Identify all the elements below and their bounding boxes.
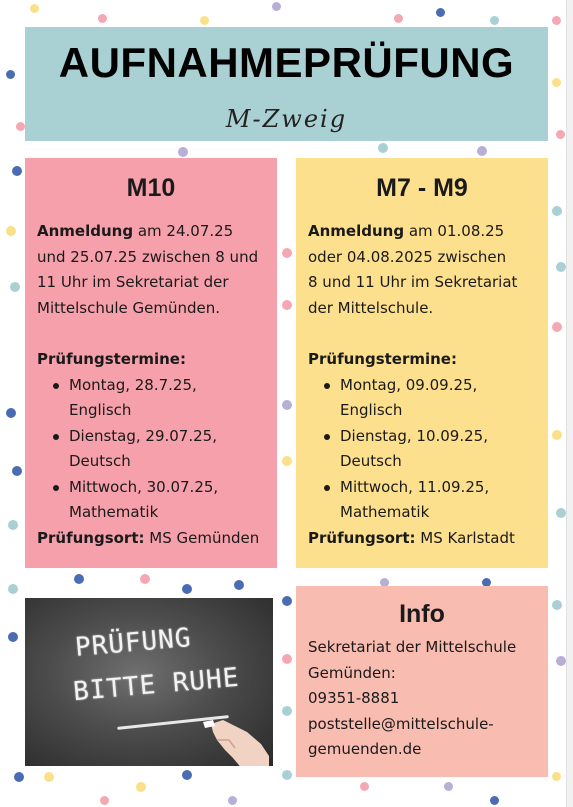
registration-line-1 [308,219,536,245]
exam-item [308,373,536,424]
info-body [308,635,536,763]
info-line: Gemünden: [308,663,396,682]
registration-label: Anmeldung [37,222,134,240]
exam-item [308,424,536,475]
decor-dot [8,584,18,594]
decor-dot [282,654,292,664]
exam-list [308,373,536,526]
exam-item [37,475,265,526]
decor-dot [234,580,244,590]
location-value: MS Karlstadt [415,528,515,547]
card-body [37,219,265,551]
registration-line-3: 8 und 11 Uhr im Sekretariat [308,273,518,291]
exam-date: Montag, 09.09.25, [340,375,478,394]
location-line [37,526,265,552]
page-edge [566,0,573,807]
info-title: Info [399,600,445,628]
decor-dot [477,146,487,156]
decor-dot [490,796,499,805]
exams-label: Prüfungstermine: [308,350,457,368]
exams-heading [37,347,265,373]
decor-dot [136,782,146,792]
card-title: M10 [126,174,176,202]
page-subtitle: M-Zweig [225,105,348,133]
spacer [37,321,265,347]
decor-dot [200,16,209,25]
decor-dot [6,70,15,79]
decor-dot [556,130,565,139]
decor-dot [282,248,292,258]
page-title: AUFNAHMEPRÜFUNG [58,39,515,86]
exam-subject: Deutsch [69,452,131,470]
decor-dot [140,574,150,584]
exam-item [37,424,265,475]
decor-dot [556,508,566,518]
exam-date: Montag, 28.7.25, [69,375,197,394]
decor-dot [12,166,22,176]
location-label: Prüfungsort: [308,528,416,547]
decor-dot [552,206,562,216]
decor-dot [556,262,566,272]
decor-dot [100,796,109,805]
header-banner [25,27,548,141]
decor-dot [282,596,292,606]
decor-dot [552,430,562,440]
location-value: MS Gemünden [144,528,260,547]
card-m10 [25,158,277,568]
registration-line-4: der Mittelschule. [308,298,434,317]
decor-dot [98,14,107,23]
chalkboard-photo [25,598,273,766]
card-title: M7 - M9 [376,174,468,202]
exam-list [37,373,265,526]
registration-text: am 24.07.25 [133,222,234,240]
decor-dot [556,656,566,666]
card-body [308,219,536,551]
decor-dot [6,226,16,236]
decor-dot [552,600,562,610]
exam-item [308,475,536,526]
location-line [308,526,536,552]
decor-dot [282,706,292,716]
registration-line-2: und 25.07.25 zwischen 8 und [37,247,259,266]
decor-dot [30,4,39,13]
decor-dot [552,772,561,781]
info-box [296,586,548,777]
decor-dot [6,408,16,418]
exams-heading [308,347,536,373]
decor-dot [552,78,561,87]
decor-dot [8,632,18,642]
decor-dot [272,2,281,11]
exam-date: Dienstag, 29.07.25, [69,426,217,445]
exam-date: Mittwoch, 11.09.25, [340,477,490,496]
chalk-text-line-1: PRÜFUNG [73,622,193,664]
decor-dot [10,282,20,292]
exam-subject: Mathematik [69,503,159,521]
location-label: Prüfungsort: [37,528,145,547]
exam-item [37,373,265,424]
registration-line-3: 11 Uhr im Sekretariat der [37,273,229,291]
exam-subject: Deutsch [340,452,402,470]
decor-dot [178,147,188,157]
decor-dot [552,16,561,25]
exam-subject: Englisch [69,401,132,419]
decor-dot [360,782,369,791]
decor-dot [490,16,499,25]
decor-dot [282,400,292,410]
decor-dot [444,782,453,791]
decor-dot [552,322,562,332]
registration-label: Anmeldung [308,222,405,240]
card-m7-m9 [296,158,548,568]
decor-dot [44,772,54,782]
decor-dot [282,456,292,466]
decor-dot [228,796,237,805]
decor-dot [394,14,403,23]
hand-with-chalk-icon [203,710,269,766]
exams-label: Prüfungstermine: [37,350,186,368]
info-phone: 09351-8881 [308,689,400,707]
decor-dot [182,770,192,780]
decor-dot [16,122,25,131]
decor-dot [8,520,18,530]
registration-line-2: oder 04.08.2025 zwischen [308,247,507,266]
info-line: Sekretariat der Mittelschule [308,638,517,656]
chalk-text-line-2: BITTE RUHE [72,662,241,708]
decor-dot [378,143,388,153]
decor-dot [436,8,445,17]
info-email-line-1: poststelle@mittelschule- [308,714,494,733]
decor-dot [282,300,292,310]
decor-dot [282,770,292,780]
info-email-line-2: gemuenden.de [308,740,422,758]
exam-date: Dienstag, 10.09.25, [340,426,488,445]
decor-dot [182,584,192,594]
exam-date: Mittwoch, 30.07.25, [69,477,219,496]
decor-dot [74,574,84,584]
decor-dot [12,466,22,476]
exam-subject: Mathematik [340,503,430,521]
exam-subject: Englisch [340,401,403,419]
registration-line-1 [37,219,265,245]
registration-text: am 01.08.25 [404,222,505,240]
spacer [308,321,536,347]
registration-line-4: Mittelschule Gemünden. [37,298,221,317]
decor-dot [14,772,24,782]
